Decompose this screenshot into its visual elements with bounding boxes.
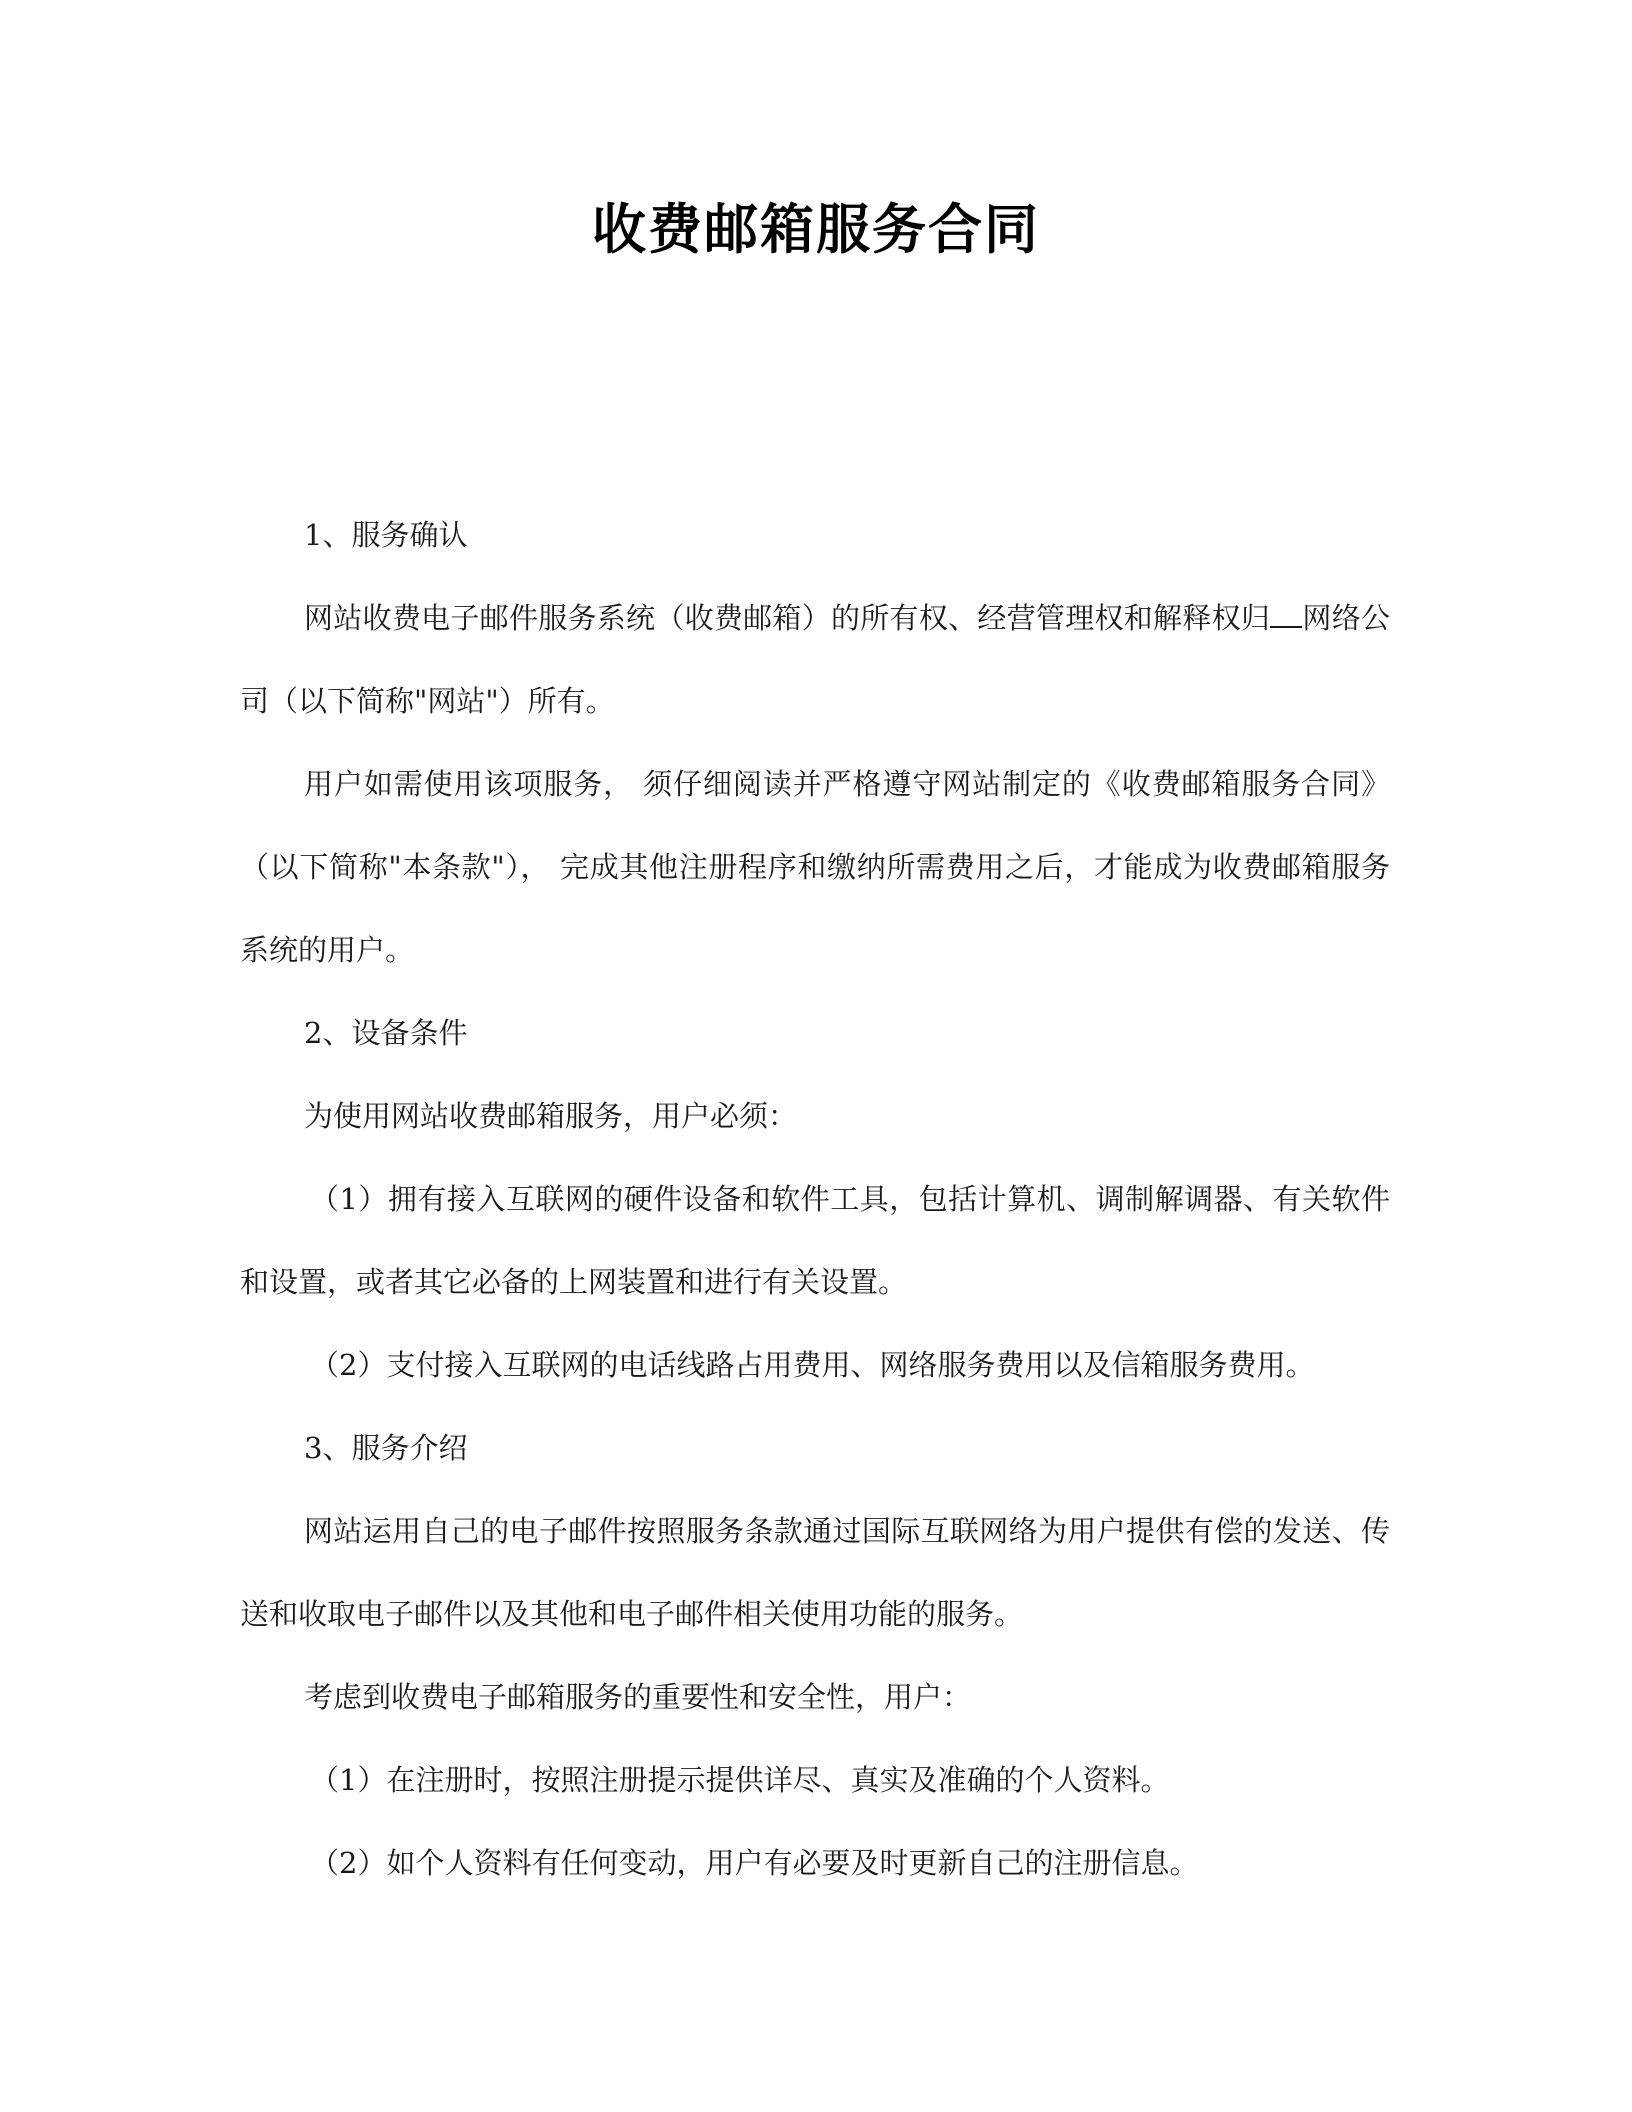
list-item-equipment-1: （1）拥有接入互联网的硬件设备和软件工具，包括计算机、调制解调器、有关软件和设置，或者其它必备的上网装置和进行有关设置。 [240, 1182, 1390, 1299]
paragraph-ownership [240, 577, 1390, 743]
paragraph-equipment-intro: 为使用网站收费邮箱服务，用户必须： [304, 1099, 798, 1133]
fill-in-blank [1270, 600, 1302, 628]
document-body [240, 494, 1390, 1905]
document-title: 收费邮箱服务合同 [592, 198, 1040, 261]
paragraph-user-agreement: 用户如需使用该项服务， 须仔细阅读并严格遵守网站制定的《收费邮箱服务合同》（以下简称"本条款"）， 完成其他注册程序和缴纳所需费用之后，才能成为收费邮箱服务系统的用户。 [240, 767, 1390, 967]
section-heading-service-intro: 3、服务介绍 [304, 1431, 468, 1465]
paragraph-security-intro: 考虑到收费电子邮箱服务的重要性和安全性，用户： [304, 1680, 972, 1714]
list-item-user-1: （1）在注册时，按照注册提示提供详尽、真实及准确的个人资料。 [310, 1763, 1170, 1797]
paragraph-ownership-part2: 网络公司（以下简称"网站"）所有。 [240, 601, 1390, 718]
paragraph-ownership-part1: 网站收费电子邮件服务系统（收费邮箱）的所有权、经营管理权和解释权归 [304, 601, 1271, 635]
section-heading-equipment: 2、设备条件 [304, 1016, 468, 1050]
list-item-user-2: （2）如个人资料有任何变动，用户有必要及时更新自己的注册信息。 [310, 1846, 1199, 1880]
section-heading-service-confirmation: 1、服务确认 [304, 518, 468, 552]
list-item-equipment-2: （2）支付接入互联网的电话线路占用费用、网络服务费用以及信箱服务费用。 [310, 1348, 1315, 1382]
paragraph-service-description: 网站运用自己的电子邮件按照服务条款通过国际互联网络为用户提供有偿的发送、传送和收取电子邮件以及其他和电子邮件相关使用功能的服务。 [240, 1514, 1390, 1631]
